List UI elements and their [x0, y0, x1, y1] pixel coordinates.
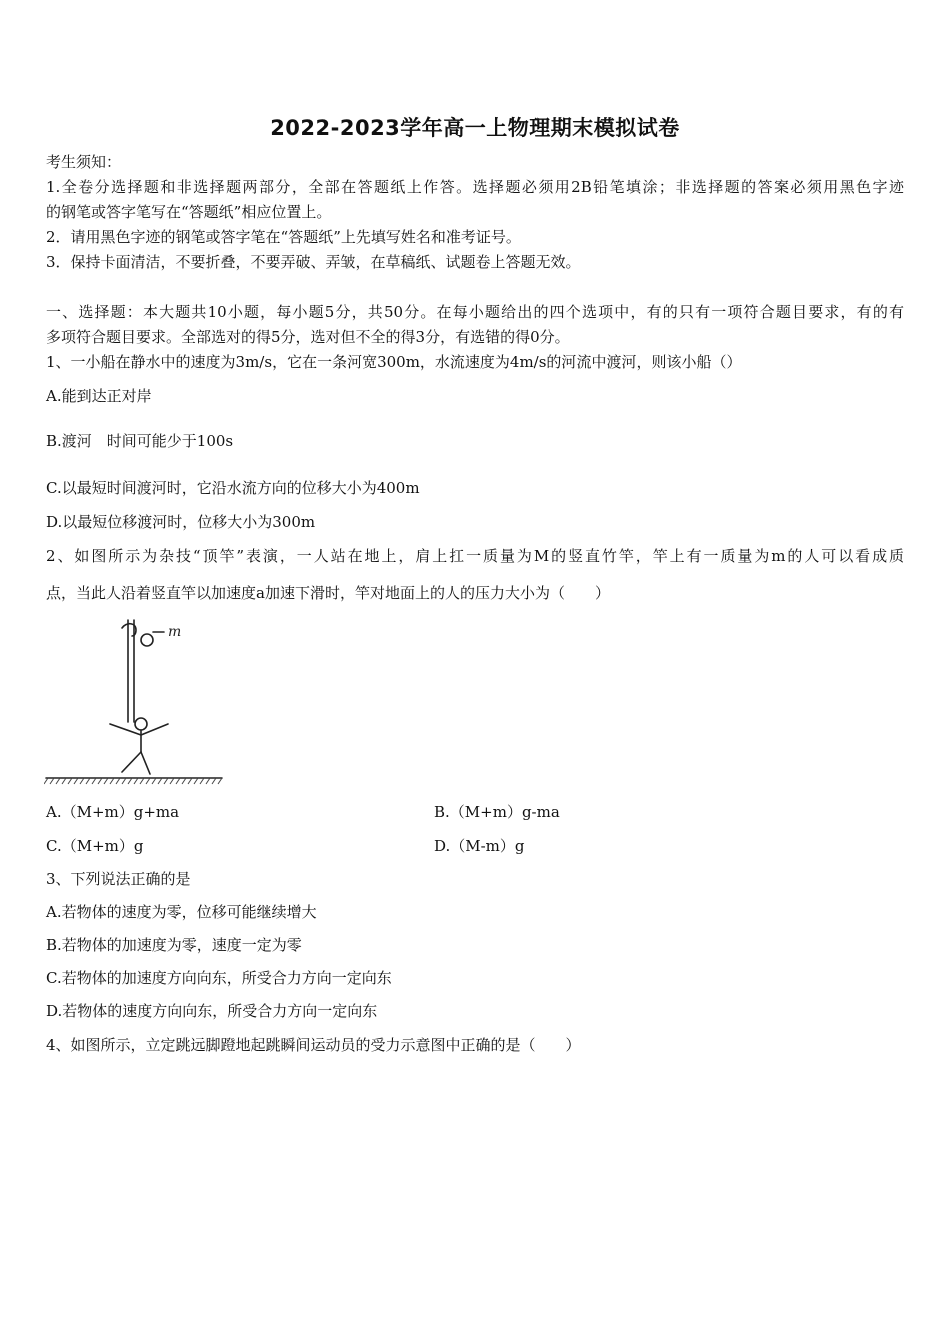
q2-option-a: A.（M+m）g+ma — [46, 803, 180, 821]
q3-option-d: D.若物体的速度方向向东，所受合力方向一定向东 — [46, 1002, 378, 1020]
q1-option-c: C.以最短时间渡河时，它沿水流方向的位移大小为400m — [46, 479, 420, 497]
q3-option-b: B.若物体的加速度为零，速度一定为零 — [46, 936, 302, 954]
q2-option-d: D.（M-m）g — [434, 837, 525, 855]
q3-option-c: C.若物体的加速度方向向东，所受合力方向一定向东 — [46, 969, 392, 987]
pole-acrobat-figure — [44, 614, 226, 790]
figure-mass-label: m — [168, 624, 182, 640]
q1-option-a: A.能到达正对岸 — [46, 387, 152, 405]
q1-stem: 1、一小船在静水中的速度为3m/s，它在一条河宽300m，水流速度为4m/s的河流中渡河，则该小船（） — [46, 353, 742, 371]
notice-heading: 考生须知： — [46, 153, 122, 171]
q1-option-d: D.以最短位移渡河时，位移大小为300m — [46, 513, 316, 531]
q3-stem: 3、下列说法正确的是 — [46, 870, 191, 888]
notice-item-2: 2．请用黑色字迹的钢笔或答字笔在“答题纸”上先填写姓名和准考证号。 — [46, 228, 521, 246]
notice-item-1-line-1: 1.全卷分选择题和非选择题两部分，全部在答题纸上作答。选择题必须用2B铅笔填涂；非选择题的答案必须用黑色字迹 — [46, 178, 904, 196]
q2-stem-line-2: 点，当此人沿着竖直竿以加速度a加速下滑时，竿对地面上的人的压力大小为（ ） — [46, 584, 610, 602]
notice-item-3: 3．保持卡面清洁，不要折叠，不要弄破、弄皱，在草稿纸、试题卷上答题无效。 — [46, 253, 581, 271]
q2-stem-line-1: 2、如图所示为杂技“顶竿”表演，一人站在地上，肩上扛一质量为M的竖直竹竿，竿上有一质量为m的人可以看成质 — [46, 547, 904, 565]
notice-item-1-line-2: 的钢笔或答字笔写在“答题纸”相应位置上。 — [46, 203, 332, 221]
page-title: 2022-2023学年高一上物理期末模拟试卷 — [270, 116, 680, 140]
q4-stem: 4、如图所示，立定跳远脚蹬地起跳瞬间运动员的受力示意图中正确的是（ ） — [46, 1036, 581, 1054]
section-instructions-line-1: 一、选择题：本大题共10小题，每小题5分，共50分。在每小题给出的四个选项中，有的只有一项符合题目要求，有的有 — [46, 303, 904, 321]
q2-option-c: C.（M+m）g — [46, 837, 144, 855]
q1-option-b: B.渡河 时间可能少于100s — [46, 432, 234, 450]
q3-option-a: A.若物体的速度为零，位移可能继续增大 — [46, 903, 317, 921]
q2-option-b: B.（M+m）g-ma — [434, 803, 560, 821]
section-instructions-line-2: 多项符合题目要求。全部选对的得5分，选对但不全的得3分，有选错的得0分。 — [46, 328, 570, 346]
